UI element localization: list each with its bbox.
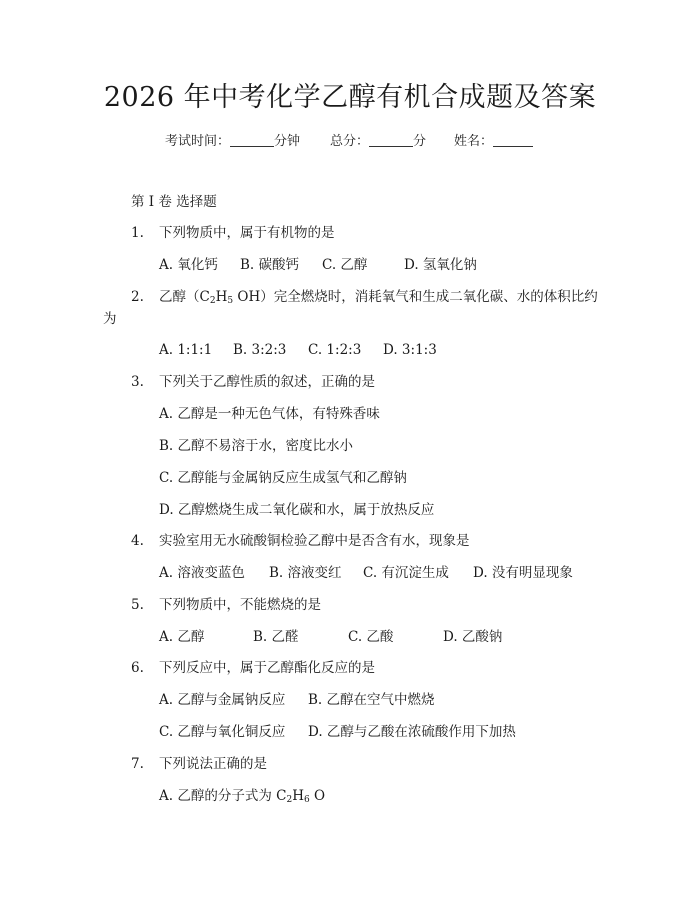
question-1-number: 1.	[131, 225, 144, 241]
question-2-stem	[159, 288, 598, 310]
question-5-option-d: D. 乙酸钠	[443, 629, 503, 645]
exam-time	[165, 133, 300, 151]
student-name	[454, 133, 533, 151]
question-7-subscript: 2	[286, 795, 293, 805]
question-2-stem-part: OH）完全燃烧时，消耗氧气和生成二氧化碳、水的体积比约	[233, 289, 598, 305]
question-7-option-a	[159, 787, 325, 809]
exam-time-blank[interactable]	[230, 134, 274, 147]
question-3-option-d: D. 乙醇燃烧生成二氧化碳和水，属于放热反应	[159, 502, 435, 518]
question-6-option-d: D. 乙醇与乙酸在浓硫酸作用下加热	[308, 724, 516, 740]
question-2-option-d: D. 3:1:3	[383, 342, 437, 358]
page-title: 2026 年中考化学乙醇有机合成题及答案	[103, 82, 597, 113]
question-7-option-a-part: H	[292, 788, 304, 804]
total-score-blank[interactable]	[369, 134, 413, 147]
exam-time-unit: 分钟	[274, 134, 301, 149]
question-4-option-b: B. 溶液变红	[269, 565, 342, 581]
student-name-blank[interactable]	[493, 134, 533, 147]
question-7-stem: 下列说法正确的是	[159, 756, 267, 772]
exam-time-label: 考试时间：	[165, 134, 231, 149]
question-5-number: 5.	[131, 597, 144, 613]
question-3-option-b: B. 乙醇不易溶于水，密度比水小	[159, 438, 354, 454]
question-3-option-a: A. 乙醇是一种无色气体，有特殊香味	[159, 406, 380, 422]
question-7-subscript: 6	[303, 795, 310, 805]
question-6-stem: 下列反应中，属于乙醇酯化反应的是	[159, 660, 375, 676]
question-2-subscript: 2	[209, 296, 216, 306]
question-1-option-c: C. 乙醇	[322, 257, 368, 273]
student-name-label: 姓名：	[454, 134, 494, 149]
question-6-number: 6.	[131, 660, 144, 676]
question-4-number: 4.	[131, 533, 144, 549]
question-6-option-b: B. 乙醇在空气中燃烧	[308, 692, 435, 708]
total-score	[330, 133, 426, 151]
question-4-stem: 实验室用无水硫酸铜检验乙醇中是否含有水，现象是	[159, 533, 470, 549]
question-1-stem: 下列物质中，属于有机物的是	[159, 225, 335, 241]
total-score-label: 总分：	[330, 134, 370, 149]
question-2-number: 2.	[131, 289, 144, 305]
question-3-number: 3.	[131, 374, 144, 390]
question-2-option-c: C. 1:2:3	[308, 342, 362, 358]
question-5-option-b: B. 乙醛	[253, 629, 299, 645]
question-1-option-b: B. 碳酸钙	[240, 257, 300, 273]
question-7-option-a-part: O	[309, 788, 326, 804]
question-3-option-c: C. 乙醇能与金属钠反应生成氢气和乙醇钠	[159, 470, 407, 486]
question-1-option-a: A. 氧化钙	[159, 257, 218, 273]
question-5-option-c: C. 乙酸	[348, 629, 394, 645]
question-7-option-a-part: A. 乙醇的分子式为 C	[159, 788, 287, 804]
question-6-option-c: C. 乙醇与氧化铜反应	[159, 724, 286, 740]
question-2-option-a: A. 1:1:1	[159, 342, 213, 358]
question-4-option-a: A. 溶液变蓝色	[159, 565, 245, 581]
question-2-subscript: 5	[227, 296, 234, 306]
total-score-unit: 分	[413, 134, 427, 149]
question-2-stem-wrap: 为	[103, 311, 117, 327]
question-3-stem: 下列关于乙醇性质的叙述，正确的是	[159, 374, 375, 390]
question-2-stem-part: 乙醇（C	[159, 289, 210, 305]
question-2-stem-part: H	[215, 289, 228, 305]
question-7-number: 7.	[131, 756, 144, 772]
question-2-option-b: B. 3:2:3	[233, 342, 287, 358]
question-1-option-d: D. 氢氧化钠	[404, 257, 477, 273]
question-4-option-d: D. 没有明显现象	[473, 565, 573, 581]
question-5-option-a: A. 乙醇	[159, 629, 205, 645]
question-4-option-c: C. 有沉淀生成	[363, 565, 449, 581]
question-5-stem: 下列物质中，不能燃烧的是	[159, 597, 321, 613]
section-heading: 第 I 卷 选择题	[131, 194, 217, 210]
question-6-option-a: A. 乙醇与金属钠反应	[159, 692, 286, 708]
